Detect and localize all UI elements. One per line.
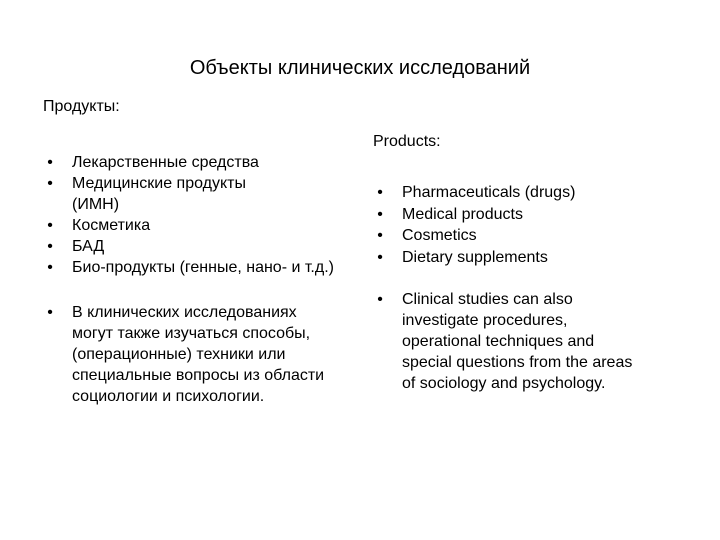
list-item [43, 152, 343, 173]
list-item-text: Косметика [72, 217, 151, 234]
list-item [373, 289, 653, 394]
list-item [43, 257, 343, 278]
list-item [373, 182, 653, 204]
list-item-text: Cosmetics [402, 227, 477, 244]
list-item-text: В клинических исследованиях могут также изучаться способы, (операционные) техники или специальные вопросы из области социологии и психологии. [72, 304, 325, 405]
bullet-icon: • [47, 259, 53, 276]
list-item-text: Медицинские продукты (ИМН) [72, 175, 246, 213]
list-item-text: БАД [72, 238, 105, 255]
list-item-text: Clinical studies can also investigate procedures, operational techniques and special questions from the areas of sociology and psychology. [402, 291, 633, 392]
list-item-text: Био-продукты (генные, нано- и т.д.) [72, 259, 334, 276]
bullet-icon: • [47, 238, 53, 255]
list-item [43, 236, 343, 257]
list-item [43, 302, 343, 407]
list-item [373, 225, 653, 247]
list-item [43, 215, 343, 236]
list-item-text: Лекарственные средства [72, 154, 259, 171]
slide-title: Объекты клинических исследований [189, 57, 531, 79]
list-item [373, 204, 653, 226]
right-bullet-list [373, 182, 653, 394]
bullet-icon: • [377, 248, 383, 266]
bullet-icon: • [377, 205, 383, 223]
left-bullet-list [43, 152, 343, 407]
bullet-icon: • [47, 217, 53, 234]
list-item-text: Medical products [402, 205, 523, 223]
bullet-icon: • [377, 227, 383, 244]
list-item-text: Dietary supplements [402, 248, 548, 266]
bullet-icon: • [377, 184, 383, 201]
list-item [43, 173, 343, 215]
bullet-icon: • [377, 291, 383, 308]
list-item-text: Pharmaceuticals (drugs) [402, 184, 576, 201]
left-heading: Продукты: [43, 98, 120, 115]
bullet-icon: • [47, 154, 53, 171]
right-heading: Products: [373, 133, 441, 150]
bullet-icon: • [47, 175, 53, 192]
list-item [373, 247, 653, 269]
bullet-icon: • [47, 304, 53, 321]
